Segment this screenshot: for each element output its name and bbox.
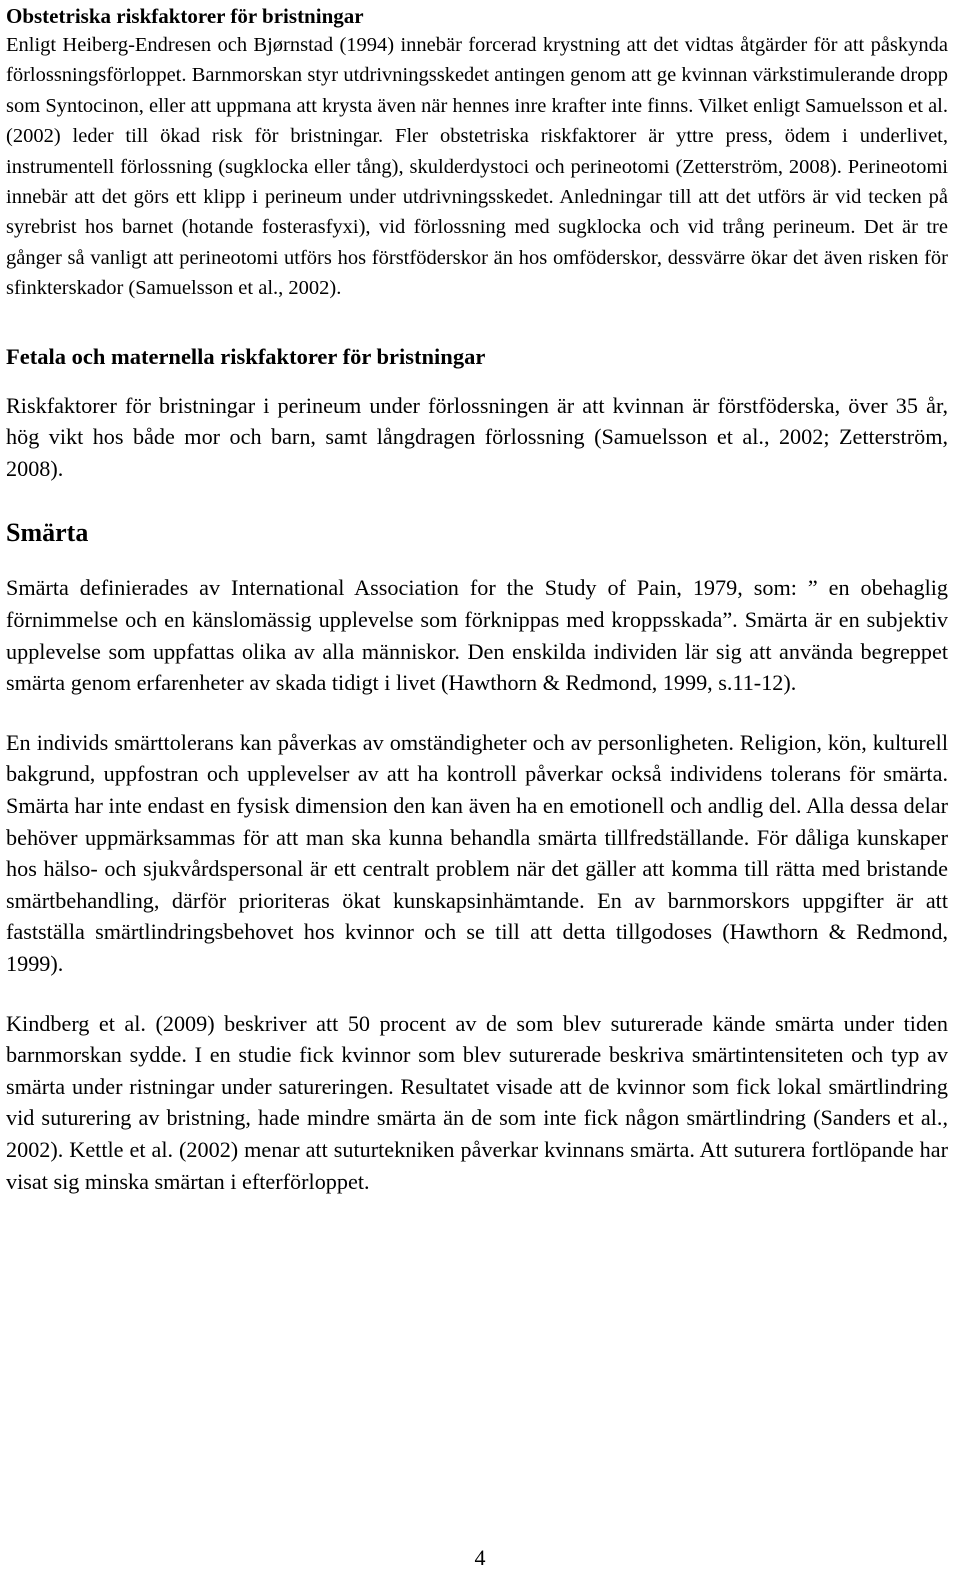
section-heading-fetal-maternal-risk-factors: Fetala och maternella riskfaktorer för bristningar: [6, 343, 486, 369]
document-page: [6, 0, 948, 1197]
paragraph-pain-definition: Smärta definierades av International Association for the Study of Pain, 1979, som: ” en obehaglig förnimmelse och en känslomässig upplevelse som förknippas med kroppsskada”. Smärta är en subjektiv upplevelse som uppfattas olika av alla människor. Den enskilda individen lär sig att använda begreppet smärta genom erfarenheter av skada tidigt i livet (Hawthorn & Redmond, 1999, s.11-12).: [6, 575, 948, 696]
page-number: 4: [474, 1545, 486, 1570]
paragraph-pain-tolerance: En individs smärttolerans kan påverkas av omständigheter och av personligheten. Religion, kön, kulturell bakgrund, uppfostran och upplevelser av att ha kontroll påverkar också individens tolerans för smärta. Smärta har inte endast en fysisk dimension den kan även ha en emotionell och andlig del. Alla dessa delar behöver uppmärksammas för att man ska kunna behandla smärta tillfredställande. För dåliga kunskaper hos hälso- och sjukvårdspersonal är ett centralt problem när det gäller att komma till rätta med bristande smärtbehandling, därför prioriteras ökat kunskapsinhämtande. En av barnmorskors uppgifter är att fastställa smärtlindringsbehovet hos kvinnor och se till att detta tillgodoses (Hawthorn & Redmond, 1999).: [6, 729, 948, 976]
paragraph-fetal-maternal-risk-factors: Riskfaktorer för bristningar i perineum under förlossningen är att kvinnan är förstföderska, över 35 år, hög vikt hos både mor och barn, samt långdragen förlossning (Samuelsson et al., 2002; Zetterström, 2008).: [6, 392, 948, 481]
section-heading-pain: Smärta: [6, 518, 89, 548]
paragraph-obstetric-risk-factors: Enligt Heiberg-Endresen och Bjørnstad (1994) innebär forcerad krystning att det vidtas åtgärder för att påskynda förlossningsförloppet. Barnmorskan styr utdrivningsskedet antingen genom att ge kvinnan värkstimulerande dropp som Syntocinon, eller att uppmana att krysta även när hennes inre krafter inte finns. Vilket enligt Samuelsson et al. (2002) leder till ökad risk för bristningar. Fler obstetriska riskfaktorer är yttre press, ödem i underlivet, instrumentell förlossning (sugklocka eller tång), skulderdystoci och perineotomi (Zetterström, 2008). Perineotomi innebär att det görs ett klipp i perineum under utdrivningsskedet. Anledningar till att det utförs är vid tecken på syrebrist hos barnet (hotande fosterasfyxi), vid förlossning med sugklocka och vid trång perineum. Det är tre gånger så vanligt att perineotomi utförs hos förstföderskor än hos omföderskor, dessvärre ökar det även risken för sfinkterskador (Samuelsson et al., 2002).: [6, 34, 948, 300]
paragraph-suturing-pain: Kindberg et al. (2009) beskriver att 50 procent av de som blev suturerade kände smärta under tiden barnmorskan sydde. I en studie fick kvinnor som blev suturerade beskriva smärtintensiteten och typ av smärta under ristningar under satureringen. Resultatet visade att de kvinnor som fick lokal smärtlindring vid suturering av bristning, hade mindre smärta än de som inte fick någon smärtlindring (Sanders et al., 2002). Kettle et al. (2002) menar att suturtekniken påverkar kvinnans smärta. Att suturera fortlöpande har visat sig minska smärtan i efterförloppet.: [6, 1010, 948, 1194]
section-heading-obstetric-risk-factors: Obstetriska riskfaktorer för bristningar: [6, 4, 364, 28]
